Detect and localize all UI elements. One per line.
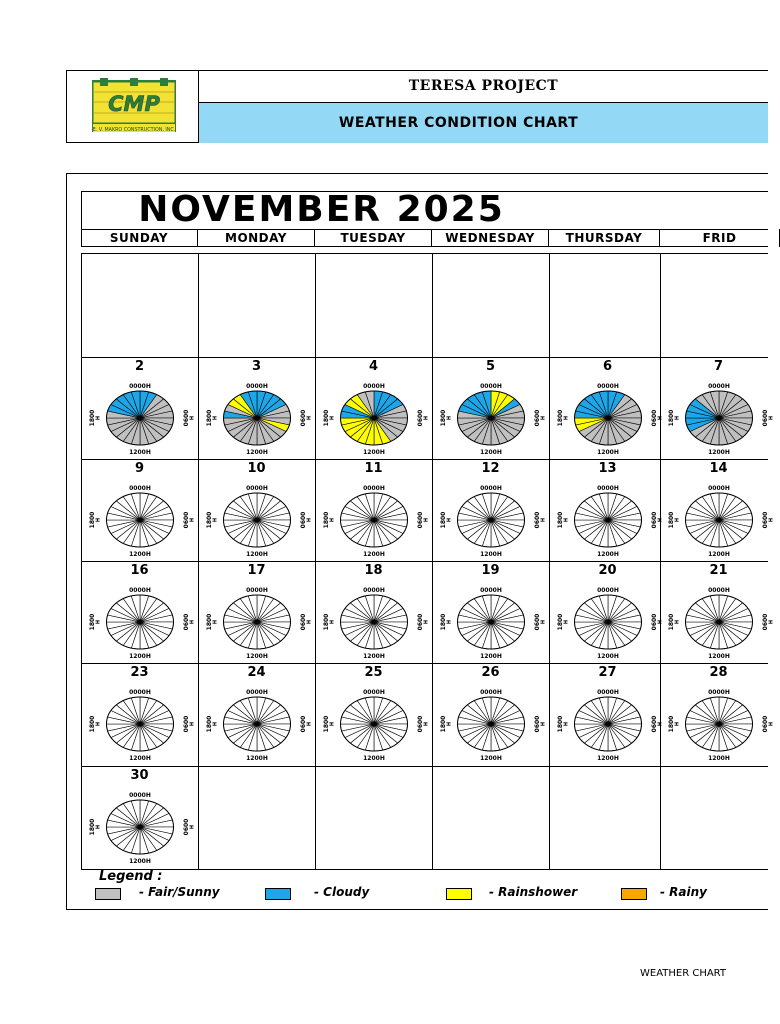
dial-label: H [674,415,681,421]
dial-label: H [306,517,313,523]
dial-label: 0000H [129,383,151,390]
dial-label: 1200H [708,449,730,456]
company-logo-icon [66,70,198,142]
weather-dial [432,459,549,561]
dial-label: 1800 [557,715,564,733]
dial-label: 0600 [417,715,424,733]
dial-label: H [423,517,430,523]
day-number: 12 [481,461,500,476]
dial-label: 1800 [668,409,675,427]
dial-label: 1800 [323,409,330,427]
project-title: TERESA PROJECT [408,78,559,94]
dial-label: 1800 [668,613,675,631]
dial-label: H [189,517,196,523]
dial-label: H [306,721,313,727]
dial-label: H [657,721,664,727]
day-cell-26 [432,663,549,765]
dial-label: 1800 [89,613,96,631]
weather-dial [81,357,198,459]
dial-label: 1200H [246,653,268,660]
day-cell-18 [315,561,432,663]
dial-label: H [563,619,570,625]
dial-label: H [674,619,681,625]
dial-label: 0600 [300,409,307,427]
chart-title: WEATHER CONDITION CHART [338,115,579,131]
dial-label: 1800 [440,613,447,631]
dial-label: 0600 [762,715,769,733]
dial-label: 0000H [480,383,502,390]
dial-label: 0600 [534,715,541,733]
day-cell-13 [549,459,666,561]
dial-label: H [189,619,196,625]
dial-label: 0000H [246,587,268,594]
dial-label: H [95,517,102,523]
dial-label: H [212,619,219,625]
weather-dial [81,766,198,868]
weather-dial [198,663,315,765]
dial-label: H [563,415,570,421]
dial-label: 0000H [246,689,268,696]
dial-label: H [563,721,570,727]
dial-label: 1800 [206,409,213,427]
day-cell-24 [198,663,315,765]
dial-label: H [768,619,775,625]
legend-label: Legend : [99,869,163,884]
dial-label: 0600 [762,613,769,631]
day-cell-30 [81,766,198,868]
day-cell-25 [315,663,432,765]
day-number: 26 [481,665,500,680]
dial-label: H [657,415,664,421]
day-cell-4 [315,357,432,459]
dial-label: 1800 [440,511,447,529]
dial-label: 1800 [557,511,564,529]
dial-label: 1800 [440,409,447,427]
svg-text:CMP: CMP [108,92,160,116]
dial-label: 1800 [89,409,96,427]
dial-label: 1200H [480,551,502,558]
legend-text-cloudy: - Cloudy [314,885,370,899]
footer-text: WEATHER CHART [640,968,727,979]
dial-label: H [768,721,775,727]
dial-label: 0600 [417,511,424,529]
weather-dial [315,663,432,765]
dial-label: 1200H [597,449,619,456]
dial-label: 1200H [129,858,151,865]
dial-label: H [329,517,336,523]
dial-label: 0000H [708,587,730,594]
dial-label: 1800 [89,715,96,733]
dial-label: 0600 [183,818,190,836]
legend-text-sunny: - Fair/Sunny [139,885,220,899]
weekday-header: MONDAY [198,229,315,247]
weather-dial [657,663,777,765]
dial-label: 0600 [651,511,658,529]
weather-dial [549,561,666,663]
dial-label: 1200H [246,755,268,762]
weather-dial [549,459,666,561]
day-number: 9 [134,461,145,476]
weather-dial [315,561,432,663]
dial-label: H [657,619,664,625]
dial-label: 0600 [762,511,769,529]
dial-label: 1200H [129,653,151,660]
weather-dial [81,459,198,561]
day-number: 28 [709,665,728,680]
dial-label: H [189,824,196,830]
day-cell-28 [657,663,777,765]
day-cell-12 [432,459,549,561]
title-band-extension [717,103,768,143]
dial-label: 0000H [129,792,151,799]
dial-label: 0600 [300,511,307,529]
dial-label: 1200H [129,449,151,456]
dial-label: 0600 [183,511,190,529]
dial-label: 0600 [534,409,541,427]
dial-label: H [674,721,681,727]
weather-dial [549,663,666,765]
day-cell-17 [198,561,315,663]
dial-label: 0600 [183,613,190,631]
dial-label: 0000H [363,485,385,492]
weather-dial [432,663,549,765]
day-number: 3 [251,359,262,374]
weekday-header: FRID [660,229,780,247]
dial-label: 0000H [708,383,730,390]
day-number: 5 [485,359,496,374]
dial-label: 0000H [708,485,730,492]
dial-label: 1200H [363,449,385,456]
legend-swatch-sunny [95,888,121,900]
day-number: 11 [364,461,383,476]
dial-label: H [540,721,547,727]
dial-label: H [768,517,775,523]
dial-label: H [95,415,102,421]
dial-label: 1200H [363,653,385,660]
dial-label: 1800 [323,613,330,631]
dial-label: H [423,721,430,727]
logo-box [66,70,199,143]
dial-label: 0600 [183,409,190,427]
day-cell-21 [657,561,777,663]
dial-label: H [95,619,102,625]
legend-swatch-rainy [621,888,647,900]
day-cell-16 [81,561,198,663]
dial-label: 1200H [597,551,619,558]
dial-label: 1800 [323,511,330,529]
weather-dial [432,357,549,459]
dial-label: H [95,721,102,727]
dial-label: 1200H [246,551,268,558]
dial-label: 0000H [129,587,151,594]
day-number: 19 [481,563,500,578]
weather-dial [81,561,198,663]
dial-label: 1800 [557,409,564,427]
dial-label: H [657,517,664,523]
dial-label: H [189,721,196,727]
dial-label: 0600 [300,613,307,631]
dial-label: 1800 [668,511,675,529]
dial-label: H [446,619,453,625]
dial-label: 1200H [363,551,385,558]
dial-label: 0600 [417,409,424,427]
dial-label: 1200H [597,653,619,660]
weekday-header: TUESDAY [315,229,432,247]
dial-label: 1200H [708,653,730,660]
dial-label: H [423,619,430,625]
day-number: 4 [368,359,379,374]
weekday-header: SUNDAY [81,229,198,247]
dial-label: 0600 [651,409,658,427]
day-number: 27 [598,665,617,680]
day-number: 21 [709,563,728,578]
dial-label: 0000H [363,383,385,390]
weather-dial [432,561,549,663]
dial-label: H [189,415,196,421]
dial-label: 1200H [480,653,502,660]
dial-label: 1200H [480,449,502,456]
dial-label: 0000H [597,689,619,696]
dial-label: 0000H [480,689,502,696]
dial-label: 1200H [129,551,151,558]
day-number: 25 [364,665,383,680]
dial-label: 1200H [480,755,502,762]
dial-label: H [212,517,219,523]
dial-label: H [540,619,547,625]
weather-dial [198,459,315,561]
weather-dial [657,561,777,663]
dial-label: H [212,721,219,727]
day-cell-27 [549,663,666,765]
weather-dial [657,459,777,561]
dial-label: 0600 [651,715,658,733]
dial-label: H [446,415,453,421]
dial-label: H [540,517,547,523]
dial-label: 1200H [708,755,730,762]
dial-label: 0000H [129,689,151,696]
weather-dial [657,357,777,459]
weekday-header: THURSDAY [549,229,660,247]
dial-label: 0000H [597,485,619,492]
day-cell-2 [81,357,198,459]
dial-label: 0600 [534,511,541,529]
dial-label: H [768,415,775,421]
dial-label: H [329,721,336,727]
dial-label: 0000H [480,485,502,492]
dial-label: 0600 [183,715,190,733]
day-number: 20 [598,563,617,578]
weather-dial [549,357,666,459]
dial-label: 0600 [762,409,769,427]
dial-label: H [329,415,336,421]
dial-label: H [540,415,547,421]
dial-label: 0000H [246,383,268,390]
dial-label: 1800 [89,511,96,529]
day-number: 13 [598,461,617,476]
dial-label: 0600 [300,715,307,733]
dial-label: H [423,415,430,421]
day-cell-5 [432,357,549,459]
dial-label: H [446,517,453,523]
day-cell-3 [198,357,315,459]
weather-dial [81,663,198,765]
day-number: 18 [364,563,383,578]
dial-label: H [95,824,102,830]
day-cell-9 [81,459,198,561]
day-cell-14 [657,459,777,561]
legend-text-rainy: - Rainy [660,885,707,899]
day-number: 23 [130,665,149,680]
day-cell-19 [432,561,549,663]
dial-label: 1800 [440,715,447,733]
dial-label: 0000H [597,587,619,594]
month-title-text: NOVEMBER 2025 [138,189,505,230]
dial-label: H [306,415,313,421]
legend-swatch-cloudy [265,888,291,900]
day-cell-20 [549,561,666,663]
dial-label: H [306,619,313,625]
month-title [81,186,768,234]
day-number: 10 [247,461,266,476]
dial-label: 1200H [708,551,730,558]
dial-label: 0000H [597,383,619,390]
weekday-header: WEDNESDAY [432,229,549,247]
dial-label: H [446,721,453,727]
dial-label: 0000H [129,485,151,492]
dial-label: 0000H [363,689,385,696]
dial-label: H [563,517,570,523]
dial-label: 1200H [597,755,619,762]
day-number: 16 [130,563,149,578]
weather-dial [198,561,315,663]
day-number: 17 [247,563,266,578]
dial-label: 0000H [246,485,268,492]
dial-label: 1800 [668,715,675,733]
day-cell-11 [315,459,432,561]
day-number: 7 [713,359,724,374]
dial-label: H [329,619,336,625]
day-number: 30 [130,768,149,783]
dial-label: 0000H [480,587,502,594]
dial-label: 1800 [206,613,213,631]
day-cell-10 [198,459,315,561]
dial-label: 0600 [534,613,541,631]
dial-label: 0600 [651,613,658,631]
dial-label: 1800 [206,511,213,529]
dial-label: 1200H [363,755,385,762]
dial-label: 1200H [129,755,151,762]
dial-label: 1800 [206,715,213,733]
weather-dial [315,357,432,459]
day-number: 6 [602,359,613,374]
day-cell-23 [81,663,198,765]
dial-label: 0000H [708,689,730,696]
dial-label: H [674,517,681,523]
dial-label: 1800 [89,818,96,836]
dial-label: 0000H [363,587,385,594]
day-cell-7 [657,357,777,459]
dial-label: H [212,415,219,421]
dial-label: 1800 [323,715,330,733]
dial-label: 1200H [246,449,268,456]
day-number: 14 [709,461,728,476]
day-number: 2 [134,359,145,374]
svg-text:E. V. MAKRO CONSTRUCTION, INC.: E. V. MAKRO CONSTRUCTION, INC. [92,128,176,133]
weather-dial [315,459,432,561]
dial-label: 1800 [557,613,564,631]
legend-text-rainshower: - Rainshower [489,885,578,899]
day-cell-6 [549,357,666,459]
legend-swatch-rainshower [446,888,472,900]
dial-label: 0600 [417,613,424,631]
weather-dial [198,357,315,459]
day-number: 24 [247,665,266,680]
